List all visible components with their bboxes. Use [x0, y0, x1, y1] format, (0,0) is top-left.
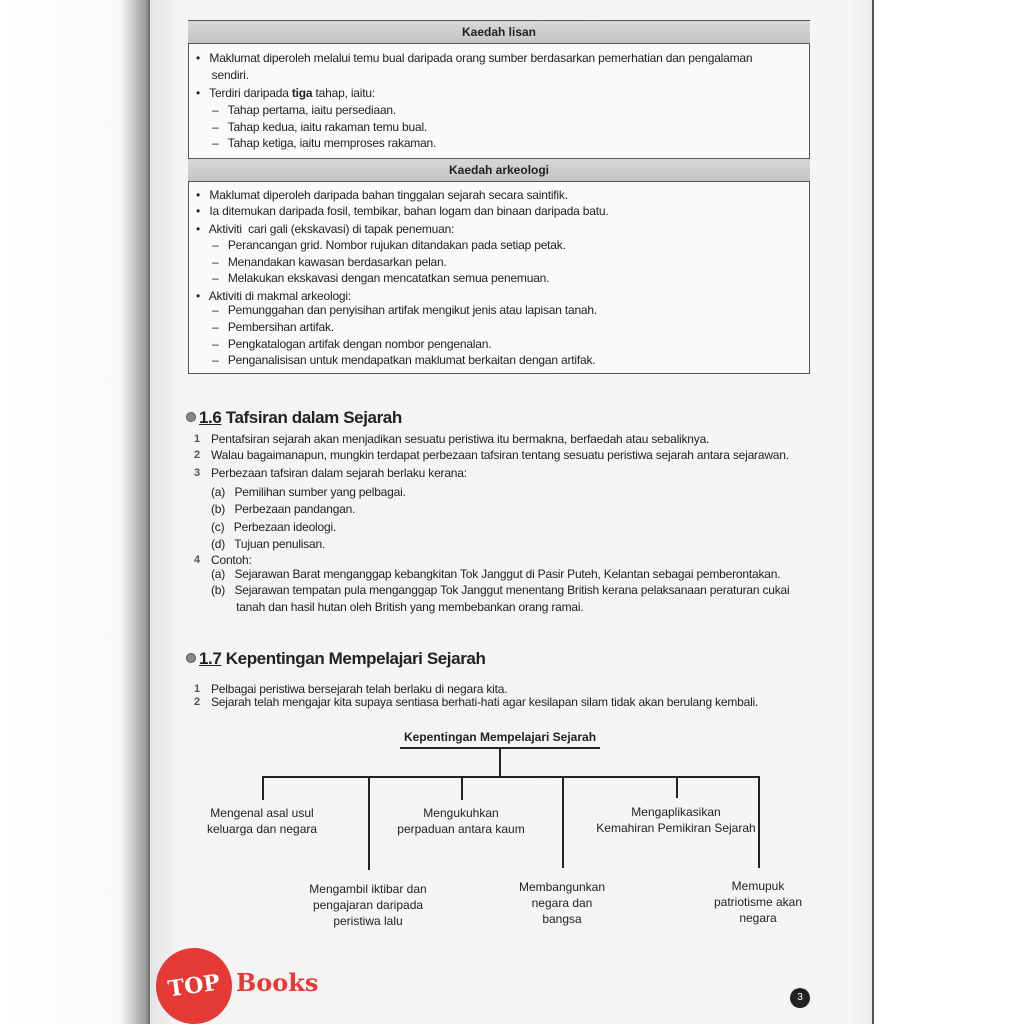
lisan-line: – Tahap kedua, iaitu rakaman temu bual.: [212, 120, 428, 134]
connector-line: [499, 748, 501, 776]
lisan-line: – Tahap ketiga, iaitu memproses rakaman.: [212, 136, 437, 150]
text: tahap, iaitu:: [312, 86, 375, 100]
item-number: 1: [194, 683, 201, 695]
connector-line: [262, 776, 264, 800]
list-item: (a) Pemilihan sumber yang pelbagai.: [211, 485, 406, 499]
diagram-node: [162, 805, 362, 837]
topbooks-logo: TOP: [151, 943, 237, 1029]
node-text-line: peristiwa lalu: [333, 914, 403, 928]
list-item: (a) Sejarawan Barat menganggap kebangkitan Tok Janggut di Pasir Puteh, Kelantan sebagai pemberontakan.: [211, 567, 781, 581]
list-item: (d) Tujuan penulisan.: [211, 537, 326, 551]
arkeologi-line: – Pemunggahan dan penyisihan artifak mengikut jenis atau lapisan tanah.: [212, 303, 598, 317]
connector-line: [758, 776, 760, 868]
list-item: (b) Perbezaan pandangan.: [211, 502, 356, 516]
item-number: 4: [194, 554, 201, 566]
bullet-dot-icon: [186, 412, 196, 422]
page-number: 3: [790, 988, 810, 1008]
list-item: Pentafsiran sejarah akan menjadikan sesuatu peristiwa itu bermakna, berfaedah atau sebaliknya.: [211, 432, 710, 446]
connector-line: [676, 776, 678, 798]
list-item: Walau bagaimanapun, mungkin terdapat perbezaan tafsiran tentang sesuatu peristiwa sejarah antara sejarawan.: [211, 448, 789, 462]
page-edge: [872, 0, 1024, 1024]
node-text-line: keluarga dan negara: [206, 822, 318, 836]
section-heading-1-7: [186, 649, 485, 669]
node-text-line: Kemahiran Pemikiran Sejarah: [596, 821, 756, 835]
section-title: Tafsiran dalam Sejarah: [221, 408, 402, 427]
node-text-line: patriotisme akan: [713, 895, 803, 909]
node-text-line: perpaduan antara kaum: [397, 822, 525, 836]
bullet-dot-icon: [186, 653, 196, 663]
lisan-line: [196, 85, 375, 101]
arkeologi-line: • Aktiviti cari gali (ekskavasi) di tapak penemuan:: [196, 222, 455, 236]
arkeologi-line: – Menandakan kawasan berdasarkan pelan.: [212, 255, 447, 269]
lisan-line: • Maklumat diperoleh melalui temu bual daripada orang sumber berdasarkan pemerhatian dan pengalaman: [196, 51, 753, 65]
node-text-line: Mengukuhkan: [423, 806, 499, 820]
connector-line: [562, 776, 564, 868]
section-title: Kepentingan Mempelajari Sejarah: [221, 649, 486, 668]
section-number: 1.6: [199, 408, 222, 427]
diagram-node: [361, 805, 561, 837]
diagram-node: [658, 878, 858, 926]
lisan-line: – Tahap pertama, iaitu persediaan.: [212, 103, 397, 117]
diagram-node: [268, 881, 468, 929]
arkeologi-line: • Ia ditemukan daripada fosil, tembikar, bahan logam dan binaan daripada batu.: [196, 204, 609, 218]
text: • Terdiri daripada: [196, 86, 292, 100]
lisan-line: sendiri.: [196, 68, 249, 82]
item-number: 3: [194, 467, 201, 479]
list-item: Contoh:: [211, 553, 252, 567]
table-header-arkeologi: Kaedah arkeologi: [188, 158, 810, 182]
diagram-node: [462, 879, 662, 927]
arkeologi-line: – Melakukan ekskavasi dengan mencatatkan semua penemuan.: [212, 271, 550, 285]
item-number: 2: [194, 449, 201, 461]
list-item: Pelbagai peristiwa bersejarah telah berlaku di negara kita.: [211, 682, 508, 696]
node-text-line: bangsa: [542, 912, 582, 926]
node-text-line: Memupuk: [731, 879, 785, 893]
list-item: (c) Perbezaan ideologi.: [211, 520, 337, 534]
list-item: (b) Sejarawan tempatan pula menganggap Tok Janggut menentang British kerana pelaksanaan peraturan cukai: [211, 583, 790, 597]
list-item: tanah dan hasil hutan oleh British yang membebankan orang ramai.: [211, 600, 584, 614]
page-binding: [0, 0, 150, 1024]
node-text-line: Mengaplikasikan: [631, 805, 721, 819]
node-text-line: negara dan: [531, 896, 593, 910]
diagram-node: [576, 804, 776, 836]
arkeologi-line: – Pembersihan artifak.: [212, 320, 334, 334]
arkeologi-line: – Perancangan grid. Nombor rujukan ditandakan pada setiap petak.: [212, 238, 566, 252]
topbooks-logo-text: Books: [236, 968, 319, 997]
node-text-line: negara: [739, 911, 777, 925]
list-item: Sejarah telah mengajar kita supaya sentiasa berhati-hati agar kesilapan silam tidak akan berulang kembali.: [211, 695, 759, 709]
item-number: 1: [194, 433, 201, 445]
arkeologi-line: • Aktiviti di makmal arkeologi:: [196, 289, 351, 303]
arkeologi-line: – Penganalisisan untuk mendapatkan maklumat berkaitan dengan artifak.: [212, 353, 596, 367]
node-text-line: Mengenal asal usul: [210, 806, 314, 820]
table-header-lisan: Kaedah lisan: [188, 20, 810, 44]
section-number: 1.7: [199, 649, 222, 668]
diagram-title: Kepentingan Mempelajari Sejarah: [403, 730, 597, 744]
arkeologi-line: • Maklumat diperoleh daripada bahan tinggalan sejarah secara saintifik.: [196, 188, 568, 202]
item-number: 2: [194, 696, 201, 708]
node-text-line: pengajaran daripada: [312, 898, 424, 912]
list-item: Perbezaan tafsiran dalam sejarah berlaku kerana:: [211, 466, 467, 480]
connector-line: [262, 776, 759, 778]
section-heading-1-6: [186, 408, 402, 428]
connector-line: [461, 776, 463, 800]
arkeologi-line: – Pengkatalogan artifak dengan nombor pengenalan.: [212, 337, 492, 351]
bold-word: tiga: [291, 86, 313, 100]
node-text-line: Membangunkan: [518, 880, 606, 894]
node-text-line: Mengambil iktibar dan: [309, 882, 427, 896]
